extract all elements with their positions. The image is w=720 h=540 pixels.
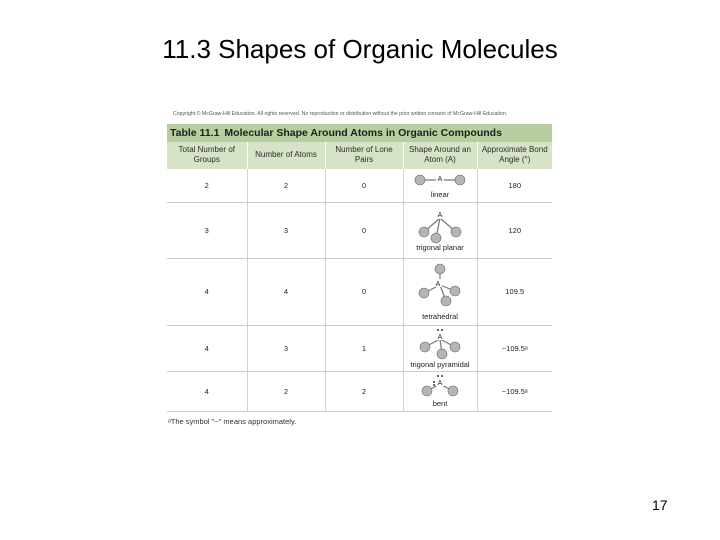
header-number-atoms: Number of Atoms [247, 142, 325, 169]
table-row [167, 258, 552, 325]
cell-atoms: 2 [247, 371, 325, 411]
center-atom-label: A [435, 280, 441, 288]
cell-atoms: 3 [247, 202, 325, 258]
cell-groups: 2 [167, 169, 247, 202]
table-row [167, 325, 552, 371]
page-number: 17 [652, 497, 668, 513]
cell-lone-pairs: 2 [325, 371, 403, 411]
cell-shape [403, 169, 477, 202]
cell-lone-pairs: 0 [325, 202, 403, 258]
cell-atoms: 4 [247, 258, 325, 325]
header-lone-pairs: Number of Lone Pairs [325, 142, 403, 169]
cell-groups: 3 [167, 202, 247, 258]
center-atom-label: A [437, 212, 443, 219]
cell-shape [403, 371, 477, 411]
shape-name: tetrahedral [422, 311, 458, 321]
table-row [167, 371, 552, 411]
center-atom-label: A [437, 380, 443, 387]
trigonal-planar-molecule-icon [410, 208, 470, 244]
header-total-groups: Total Number of Groups [167, 142, 247, 169]
shape-name: linear [430, 190, 450, 200]
table-number: Table 11.1 [170, 127, 220, 139]
slide-title: 11.3 Shapes of Organic Molecules [162, 34, 558, 64]
table-caption [167, 124, 552, 142]
header-shape: Shape Around an Atom (A) [403, 142, 477, 169]
table-row [167, 169, 552, 202]
cell-lone-pairs: 0 [325, 258, 403, 325]
bent-molecule-icon [410, 374, 470, 400]
cell-angle: 120 [477, 202, 552, 258]
cell-groups: 4 [167, 325, 247, 371]
cell-atoms: 3 [247, 325, 325, 371]
shape-name: bent [432, 399, 448, 408]
cell-angle: 180 [477, 169, 552, 202]
shape-name: trigonal pyramidal [410, 360, 470, 369]
trigonal-pyramidal-molecule-icon [410, 327, 470, 361]
table-header-row [167, 142, 552, 169]
cell-lone-pairs: 1 [325, 325, 403, 371]
copyright-notice: Copyright © McGraw-Hill Education. All rights reserved. No reproduction or distribution without the prior written consent of McGraw-Hill Education. [173, 111, 508, 117]
table-caption-text: Molecular Shape Around Atoms in Organic Compounds [224, 127, 502, 139]
cell-groups: 4 [167, 371, 247, 411]
molecular-shape-table [167, 124, 552, 412]
cell-shape [403, 202, 477, 258]
shape-name: trigonal planar [416, 243, 464, 252]
cell-groups: 4 [167, 258, 247, 325]
cell-atoms: 2 [247, 169, 325, 202]
cell-shape [403, 258, 477, 325]
cell-angle: ~109.5ᵃ [477, 371, 552, 411]
center-atom-label: A [437, 176, 443, 184]
cell-shape [403, 325, 477, 371]
header-bond-angle: Approximate Bond Angle (°) [477, 142, 552, 169]
table-footnote: ᵃThe symbol "~" means approximately. [168, 417, 297, 426]
cell-angle: ~109.5ᵃ [477, 325, 552, 371]
cell-angle: 109.5 [477, 258, 552, 325]
center-atom-label: A [437, 334, 443, 341]
table-row [167, 202, 552, 258]
shape-table [167, 142, 552, 412]
tetrahedral-molecule-icon [410, 263, 470, 313]
linear-molecule-icon [410, 171, 470, 191]
cell-lone-pairs: 0 [325, 169, 403, 202]
